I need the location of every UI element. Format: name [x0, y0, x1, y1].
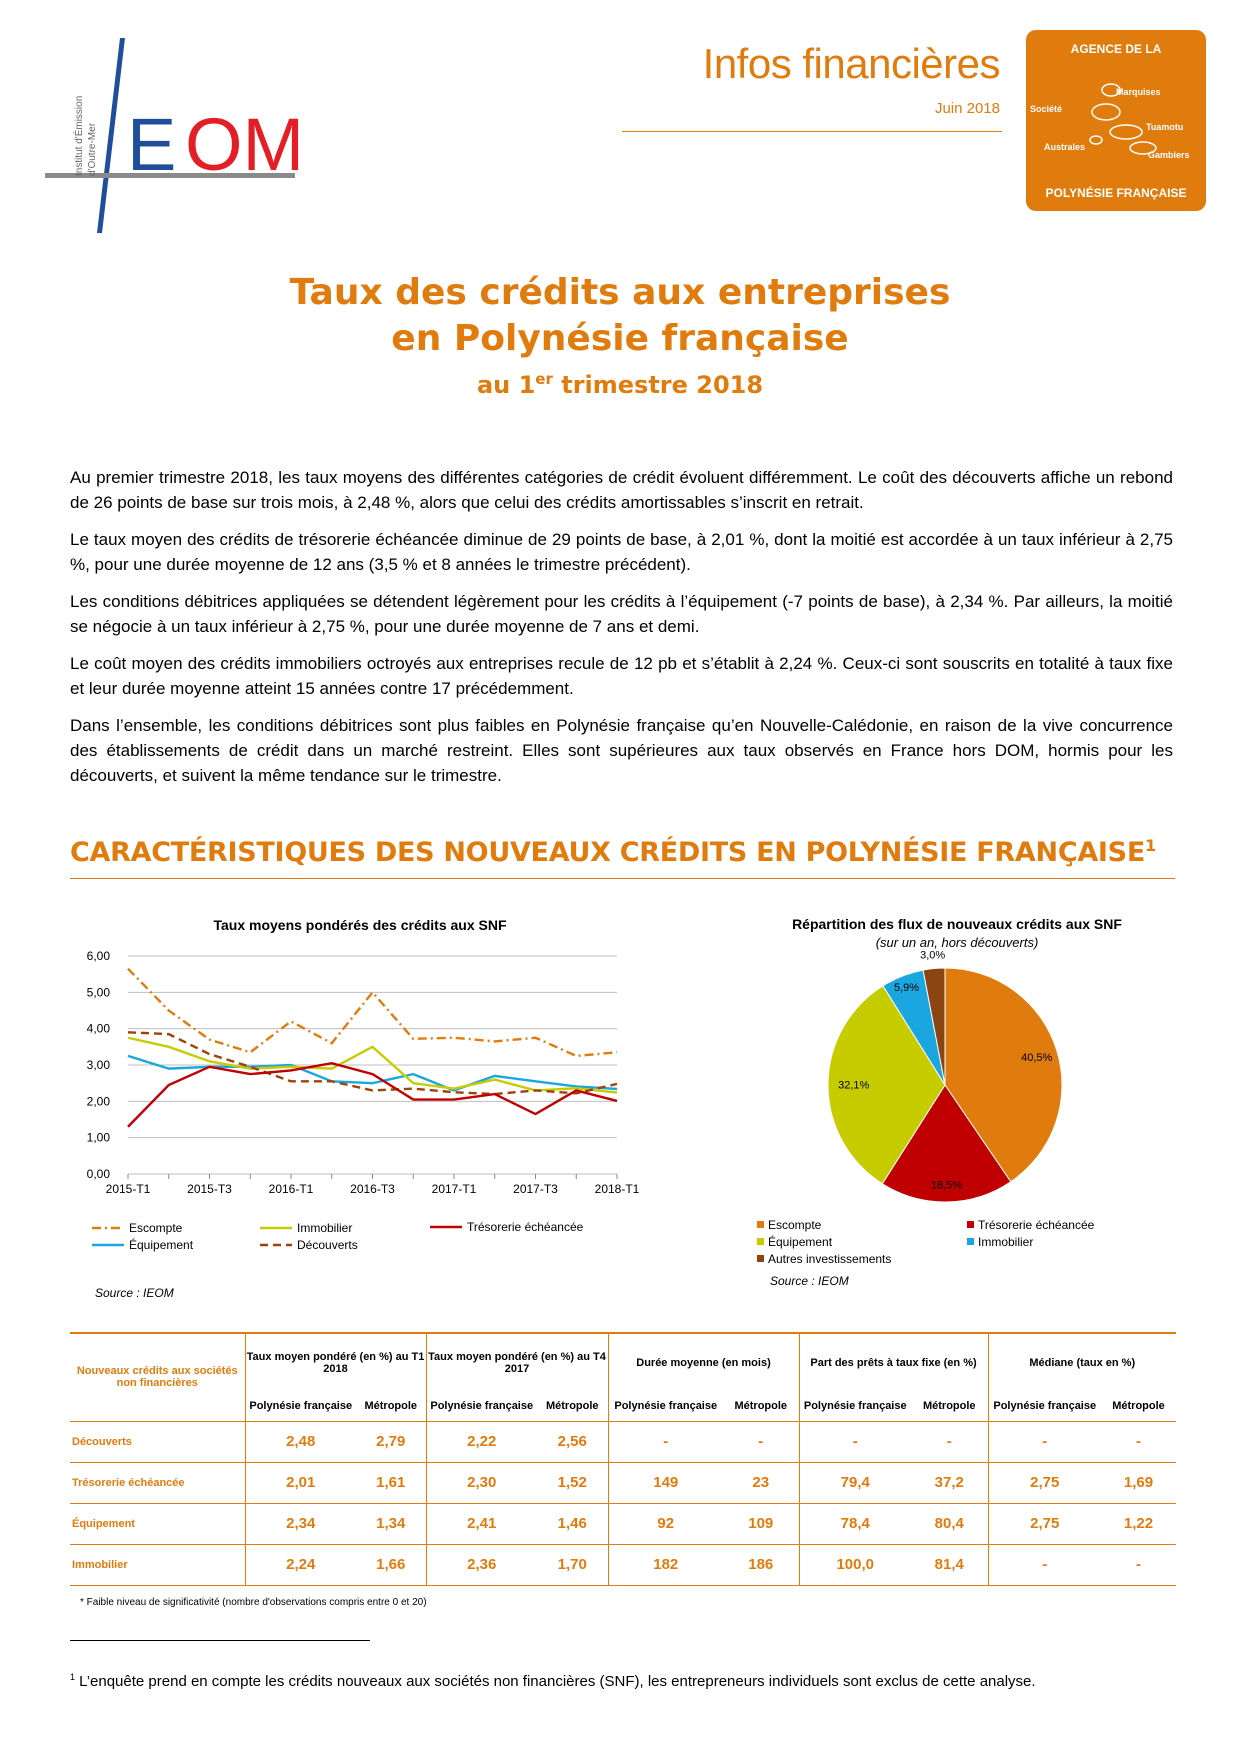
- table-corner: Nouveaux crédits aux sociétés non financières: [70, 1333, 245, 1421]
- table-cell: 1,70: [537, 1544, 608, 1585]
- y-tick-label: 4,00: [86, 1021, 110, 1036]
- island-label-australes: Australes: [1044, 142, 1086, 152]
- island-map-icon: [1026, 30, 1206, 211]
- legend-swatch: [757, 1255, 764, 1262]
- x-tick-label: 2016-T3: [350, 1182, 395, 1196]
- table-subheader: Polynésie française: [799, 1391, 911, 1421]
- table-cell: 2,24: [245, 1544, 356, 1585]
- title-line3-suffix: trimestre 2018: [552, 371, 764, 399]
- table-cell: -: [799, 1421, 911, 1462]
- table-cell: 109: [723, 1503, 799, 1544]
- agency-bottom-label: POLYNÉSIE FRANÇAISE: [1045, 186, 1187, 200]
- line-chart-source: Source : IEOM: [95, 1286, 174, 1300]
- table-cell: -: [988, 1421, 1101, 1462]
- table-group-header: Médiane (taux en %): [988, 1333, 1176, 1391]
- table-row: [70, 1503, 1176, 1544]
- header-title: Infos financières: [702, 40, 1000, 87]
- pie-slice-label: 5,9%: [894, 981, 920, 994]
- footnote-text: L’enquête prend en compte les crédits nouveaux aux sociétés non financières (SNF), les entrepreneurs individuels sont exclus de cette analyse.: [75, 1673, 1036, 1690]
- y-tick-label: 2,00: [86, 1094, 110, 1109]
- line-chart-svg: [70, 900, 670, 1300]
- table-cell: 1,61: [356, 1462, 426, 1503]
- page-title-line2: en Polynésie française: [391, 318, 849, 359]
- paragraph: Au premier trimestre 2018, les taux moyens des différentes catégories de crédit évoluent différemment. Le coût des découverts affiche un rebond de 26 points de base sur trois mois, à 2,48 %, alors que celui des crédits amortissables s’inscrit en retrait.: [70, 468, 1173, 512]
- table-row: [70, 1462, 1176, 1503]
- legend-label: Trésorerie échéancée: [978, 1218, 1095, 1232]
- table-cell: 2,30: [426, 1462, 537, 1503]
- table-cell: 2,01: [245, 1462, 356, 1503]
- paragraph: Le taux moyen des crédits de trésorerie échéancée diminue de 29 points de base, à 2,01 %, dont la moitié est accordée à un taux inférieur à 2,75 %, pour une durée moyenne de 12 ans (3,5 % et 8 années le trimestre précédent).: [70, 530, 1173, 574]
- table-group-header: Part des prêts à taux fixe (en %): [799, 1333, 988, 1391]
- legend-label: Équipement: [129, 1238, 194, 1252]
- table-subheader: Métropole: [734, 1399, 788, 1412]
- logo-text-e: E: [127, 103, 177, 186]
- table-cell: -: [1101, 1544, 1176, 1585]
- x-tick-label: 2017-T3: [513, 1182, 558, 1196]
- table-cell: 1,46: [537, 1503, 608, 1544]
- table-cell: 1,52: [537, 1462, 608, 1503]
- table-cell: 79,4: [799, 1462, 911, 1503]
- table-cell: 80,4: [911, 1503, 988, 1544]
- table-cell: 182: [608, 1544, 723, 1585]
- table-subheader: Métropole: [922, 1399, 976, 1412]
- body-text: [70, 465, 1173, 800]
- page-title-line3: [0, 370, 1240, 399]
- pie-chart-svg: [745, 893, 1175, 1293]
- legend-label: Autres investissements: [768, 1252, 892, 1266]
- logo-subtitle-2: d'Outre-Mer: [87, 122, 98, 176]
- y-tick-label: 0,00: [86, 1167, 110, 1181]
- table-cell: 186: [723, 1544, 799, 1585]
- y-tick-label: 1,00: [86, 1130, 110, 1145]
- legend-swatch: [967, 1238, 974, 1245]
- table-cell: -: [608, 1421, 723, 1462]
- table-cell: 2,22: [426, 1421, 537, 1462]
- table-cell: 2,79: [356, 1421, 426, 1462]
- footnote-number: 1: [70, 1672, 76, 1682]
- table-row-label: Immobilier: [70, 1544, 245, 1585]
- table-cell: 2,75: [988, 1462, 1101, 1503]
- line-chart: [70, 900, 670, 1300]
- pie-slice-label: 18,5%: [930, 1179, 963, 1192]
- table-subheader: Métropole: [1112, 1399, 1165, 1412]
- header-date: Juin 2018: [934, 100, 1000, 117]
- island-label-societe: Société: [1030, 104, 1063, 114]
- table-cell: -: [988, 1544, 1101, 1585]
- table-row-label: Trésorerie échéancée: [70, 1462, 245, 1503]
- logo-text-om: OM: [185, 103, 305, 186]
- table-group-header: Durée moyenne (en mois): [608, 1333, 799, 1391]
- footnote: [70, 1672, 1036, 1690]
- table-header-row: [70, 1333, 1176, 1391]
- table-cell: -: [723, 1421, 799, 1462]
- page-title-line1: Taux des crédits aux entreprises: [289, 272, 951, 313]
- section-heading: [70, 836, 1156, 868]
- table-cell: 2,75: [988, 1503, 1101, 1544]
- legend-label: Escompte: [129, 1221, 183, 1235]
- table-subheader: Polynésie française: [426, 1391, 537, 1421]
- series-line-escompte: [128, 969, 617, 1056]
- table-subheader: Polynésie française: [608, 1391, 723, 1421]
- table-cell: 81,4: [911, 1544, 988, 1585]
- pie-slice-label: 3,0%: [920, 949, 946, 962]
- table-group-header: Taux moyen pondéré (en %) au T1 2018: [245, 1333, 426, 1391]
- legend-label: Immobilier: [297, 1221, 353, 1235]
- credits-table: [70, 1332, 1176, 1586]
- legend-swatch: [757, 1238, 764, 1245]
- table-cell: 2,36: [426, 1544, 537, 1585]
- table-subheader: Métropole: [364, 1399, 418, 1412]
- table-row: [70, 1421, 1176, 1462]
- header-rule: [622, 131, 1002, 132]
- table-subheader: Polynésie française: [988, 1391, 1101, 1421]
- title-line3-prefix: au 1: [476, 371, 536, 399]
- table-cell: 2,48: [245, 1421, 356, 1462]
- table-cell: 92: [608, 1503, 723, 1544]
- table-cell: 78,4: [799, 1503, 911, 1544]
- pie-chart: [745, 893, 1175, 1293]
- island-label-gambiers: Gambiers: [1148, 150, 1190, 160]
- section-heading-sup: 1: [1144, 836, 1156, 855]
- table-cell: 1,22: [1101, 1503, 1176, 1544]
- x-tick-label: 2017-T1: [431, 1182, 477, 1196]
- table-cell: -: [1101, 1421, 1176, 1462]
- table-note: * Faible niveau de significativité (nombre d'observations compris entre 0 et 20): [80, 1597, 427, 1608]
- x-tick-label: 2015-T1: [105, 1182, 151, 1196]
- table-row: [70, 1544, 1176, 1585]
- paragraph: Le coût moyen des crédits immobiliers octroyés aux entreprises recule de 12 pb et s’établit à 2,24 %. Ceux-ci sont souscrits en totalité à taux fixe et leur durée moyenne atteint 15 années contre 17 précédemment.: [70, 654, 1173, 698]
- ieom-logo: [45, 38, 335, 268]
- table-row-label: Équipement: [70, 1503, 245, 1544]
- table-cell: -: [911, 1421, 988, 1462]
- pie-slice-label: 40,5%: [1021, 1051, 1053, 1064]
- line-chart-title: Taux moyens pondérés des crédits aux SNF: [213, 917, 507, 933]
- legend-label: Trésorerie échéancée: [467, 1220, 584, 1234]
- paragraph: Les conditions débitrices appliquées se détendent légèrement pour les crédits à l’équipement (-7 points de base), à 2,34 %. Par ailleurs, la moitié se négocie à un taux inférieur à 2,75 %, pour une durée moyenne de 7 ans et demi.: [70, 592, 1173, 636]
- legend-label: Immobilier: [978, 1235, 1034, 1249]
- table-row-label: Découverts: [70, 1421, 245, 1462]
- pie-slice-label: 32,1%: [838, 1079, 870, 1092]
- pie-chart-title: Répartition des flux de nouveaux crédits aux SNF: [792, 916, 1122, 932]
- table-cell: 2,34: [245, 1503, 356, 1544]
- y-tick-label: 5,00: [86, 985, 110, 1000]
- table-cell: 1,66: [356, 1544, 426, 1585]
- table-cell: 23: [723, 1462, 799, 1503]
- agency-badge: [1026, 30, 1206, 211]
- table-subheader: Polynésie française: [245, 1391, 356, 1421]
- paragraph: Dans l’ensemble, les conditions débitrices sont plus faibles en Polynésie française qu’en Nouvelle-Calédonie, en raison de la vive concurrence des établissements de crédit dans un marché restreint. Elles sont supérieures aux taux observés en France hors DOM, hormis pour les découverts, et suivent la même tendance sur le trimestre.: [70, 716, 1173, 785]
- table-subheader: Métropole: [545, 1399, 599, 1412]
- table-cell: 1,69: [1101, 1462, 1176, 1503]
- pie-chart-subtitle: (sur un an, hors découverts): [875, 935, 1039, 950]
- table-cell: 149: [608, 1462, 723, 1503]
- series-line-tr-sorerie-ch-anc-e: [128, 1063, 617, 1127]
- island-label-marquises: Marquises: [1116, 87, 1161, 97]
- table-cell: 2,56: [537, 1421, 608, 1462]
- legend-label: Découverts: [297, 1238, 358, 1252]
- legend-swatch: [757, 1221, 764, 1228]
- x-tick-label: 2015-T3: [187, 1182, 232, 1196]
- legend-swatch: [967, 1221, 974, 1228]
- table-cell: 37,2: [911, 1462, 988, 1503]
- title-line3-sup: er: [535, 370, 553, 388]
- table-cell: 100,0: [799, 1544, 911, 1585]
- section-heading-text: CARACTÉRISTIQUES DES NOUVEAUX CRÉDITS EN POLYNÉSIE FRANÇAISE: [70, 837, 1145, 868]
- table-group-header: Taux moyen pondéré (en %) au T4 2017: [426, 1333, 608, 1391]
- y-tick-label: 3,00: [86, 1058, 110, 1072]
- legend-label: Équipement: [768, 1235, 833, 1249]
- table-cell: 2,41: [426, 1503, 537, 1544]
- section-rule: [70, 878, 1175, 879]
- table-cell: 1,34: [356, 1503, 426, 1544]
- legend-label: Escompte: [768, 1218, 822, 1232]
- island-label-tuamotu: Tuamotu: [1146, 122, 1184, 132]
- x-tick-label: 2016-T1: [268, 1182, 314, 1196]
- pie-chart-source: Source : IEOM: [770, 1274, 849, 1288]
- x-tick-label: 2018-T1: [594, 1182, 640, 1196]
- footnote-rule: [70, 1640, 370, 1641]
- y-tick-label: 6,00: [86, 949, 110, 963]
- logo-subtitle-1: Institut d'Émission: [74, 95, 85, 176]
- agency-top-label: AGENCE DE LA: [1070, 42, 1162, 56]
